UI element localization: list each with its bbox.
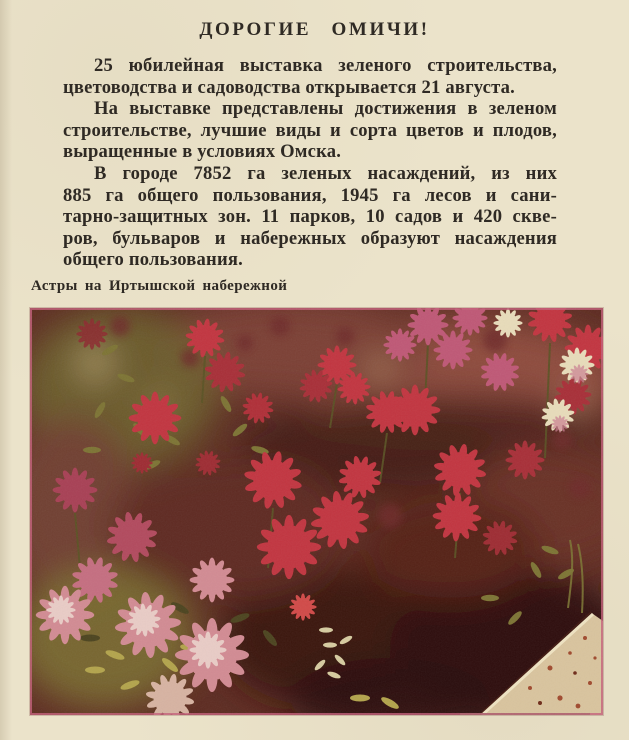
text-line: общего пользования. — [63, 249, 243, 271]
photo-caption: Астры на Иртышской набережной — [31, 278, 288, 294]
text-line: На выставке представлены достижения в зеленом — [94, 98, 557, 120]
flowerbed-photo-svg — [30, 308, 603, 715]
text-line: выращенные в условиях Омска. — [63, 141, 342, 163]
text-line: В городе 7852 га зеленых насаждений, из них — [94, 162, 557, 184]
text-line: 885 га общего пользования, 1945 га лесов и сани- — [63, 184, 557, 206]
flowerbed-photo — [30, 308, 603, 715]
text-line: строительстве, лучшие виды и сорта цветов и плодов, — [63, 119, 557, 141]
text-line: цветоводства и садоводства открывается 21 августа. — [63, 76, 515, 98]
paragraph-3 — [63, 163, 557, 271]
text-line: ров, бульваров и набережных образуют насаждения — [63, 227, 557, 249]
paragraph-1 — [63, 55, 557, 98]
text-line: тарно-защитных зон. 11 парков, 10 садов и 420 скве- — [63, 206, 557, 228]
page-title: ДОРОГИЕ ОМИЧИ! — [199, 19, 430, 40]
paragraph-2 — [63, 98, 557, 163]
scan-grain-overlay — [30, 308, 603, 715]
body-text — [63, 55, 557, 271]
text-line: 25 юбилейная выставка зеленого строительства, — [94, 55, 557, 76]
